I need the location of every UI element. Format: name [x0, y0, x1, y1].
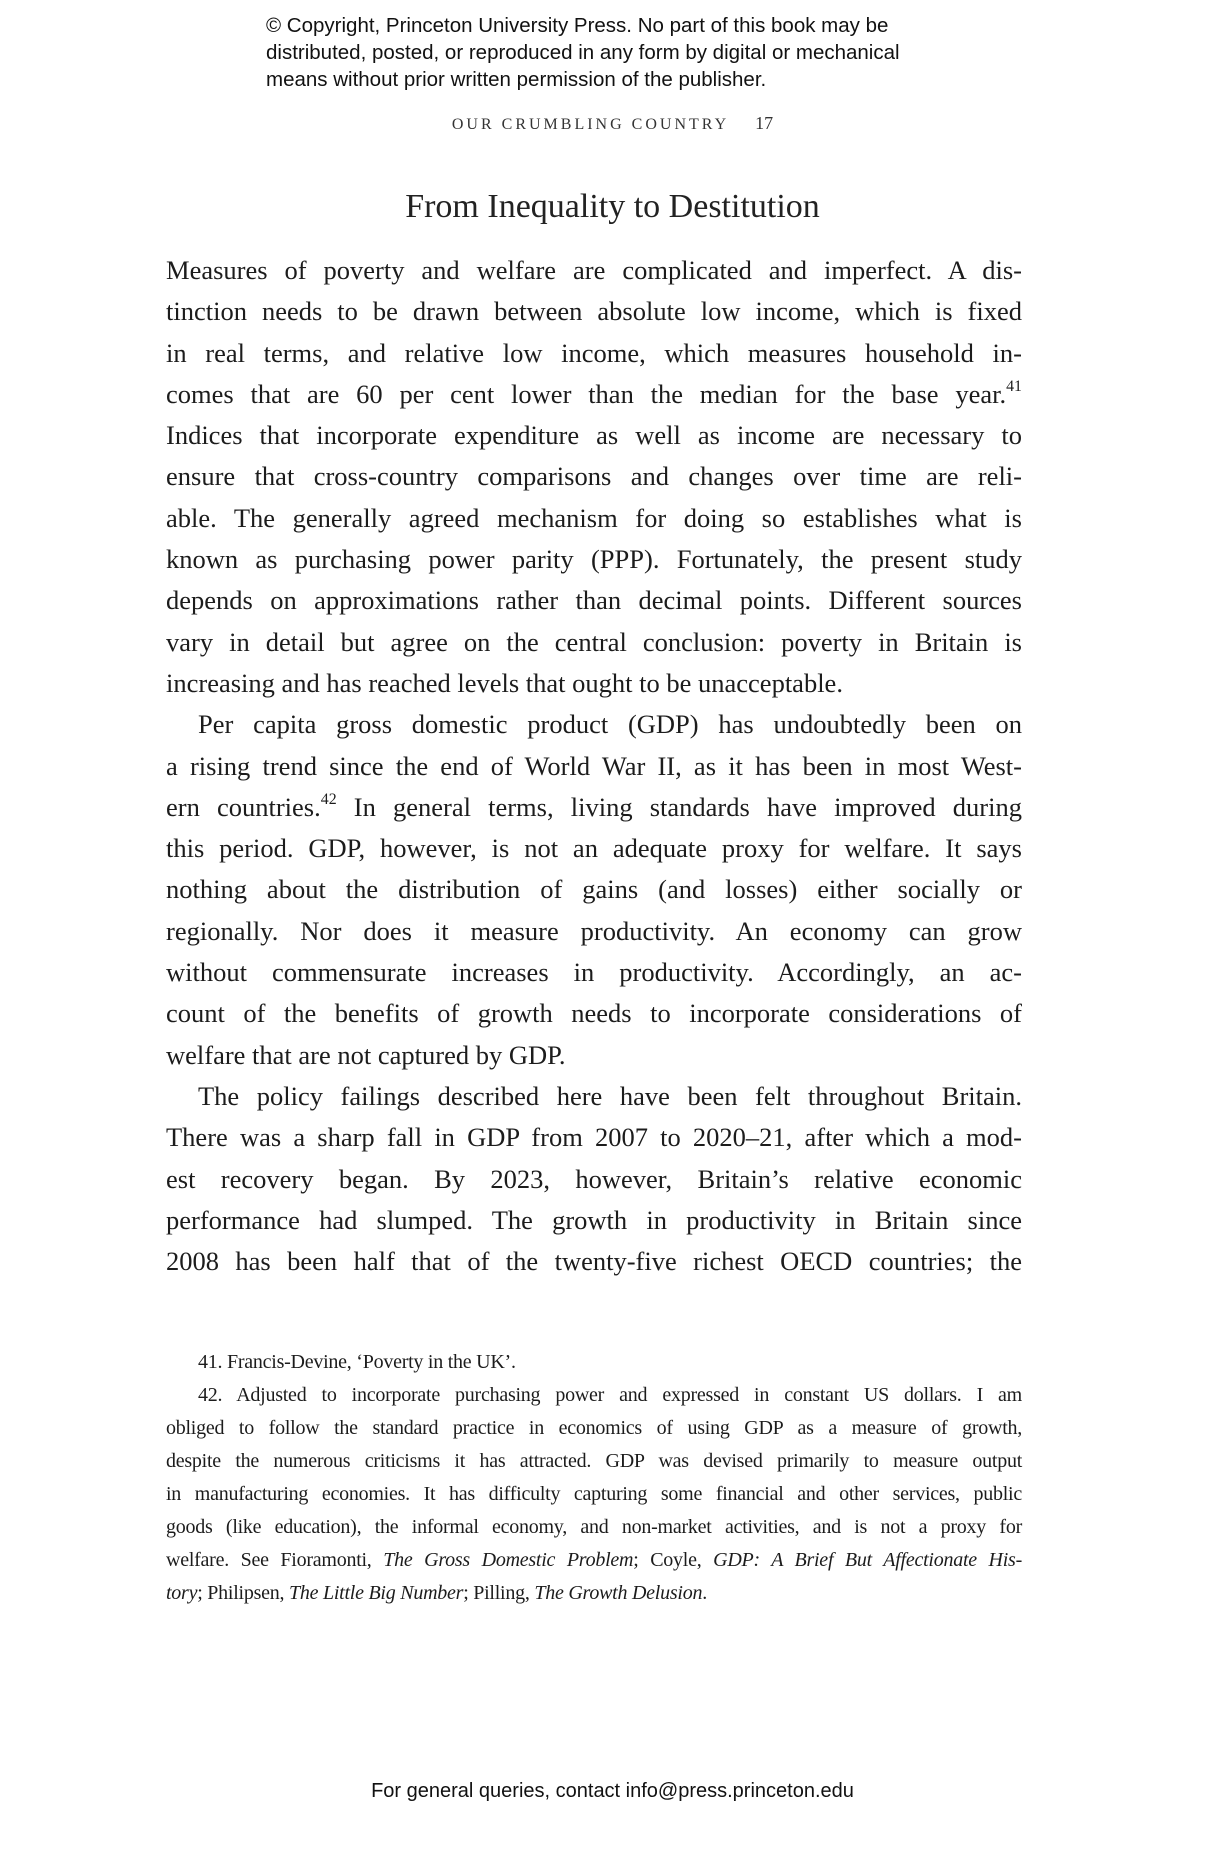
copyright-line: © Copyright, Princeton University Press. No part of this book may be	[266, 14, 889, 37]
text-line	[166, 1511, 1022, 1544]
text-segment: vary in detail but agree on the central conclusion: poverty in Britain is	[166, 626, 1022, 657]
italic-title: The Little Big Number	[288, 1582, 464, 1604]
running-head-title: OUR CRUMBLING COUNTRY	[451, 116, 730, 133]
text-line	[166, 1445, 1022, 1478]
text-segment: 42. Adjusted to incorporate purchasing power and expressed in constant US dollars. I am	[198, 1384, 1022, 1406]
text-segment: in manufacturing economies. It has difficulty capturing some financial and other services, public	[166, 1483, 1022, 1505]
text-line	[166, 787, 1022, 828]
text-line	[166, 1346, 1022, 1379]
text-line	[166, 415, 1022, 456]
text-segment: depends on approximations rather than decimal points. Different sources	[166, 585, 1022, 616]
text-segment: obliged to follow the standard practice in economics of using GDP as a measure of growth,	[166, 1417, 1022, 1439]
text-line	[166, 333, 1022, 374]
paragraph	[166, 1076, 1022, 1282]
text-segment: .	[702, 1582, 707, 1604]
paragraph	[166, 250, 1022, 704]
text-line	[166, 250, 1022, 291]
text-line	[166, 1412, 1022, 1445]
footnotes	[166, 1346, 1022, 1610]
italic-title: The Growth Delusion	[534, 1582, 703, 1604]
footnote	[166, 1379, 1022, 1610]
text-line	[166, 1379, 1022, 1412]
text-line	[166, 746, 1022, 787]
paragraph	[166, 704, 1022, 1076]
text-segment: ensure that cross-country comparisons and changes over time are reli-	[166, 461, 1022, 492]
text-segment: Per capita gross domestic product (GDP) has undoubtedly been on	[198, 709, 1022, 740]
text-segment: performance had slumped. The growth in productivity in Britain since	[166, 1204, 1022, 1235]
text-line	[166, 1035, 1022, 1076]
text-line	[166, 1117, 1022, 1158]
text-line	[166, 1577, 1022, 1610]
text-line	[166, 456, 1022, 497]
footer-contact: For general queries, contact info@press.princeton.edu	[371, 1780, 854, 1802]
text-segment: There was a sharp fall in GDP from 2007 to 2020–21, after which a mod-	[166, 1122, 1022, 1153]
text-line	[166, 1200, 1022, 1241]
text-segment: nothing about the distribution of gains (and losses) either socially or	[166, 874, 1022, 905]
text-segment: tinction needs to be drawn between absolute low income, which is fixed	[166, 296, 1022, 327]
text-line	[166, 539, 1022, 580]
copyright-line: means without prior written permission of the publisher.	[266, 68, 767, 91]
text-line	[166, 1241, 1022, 1282]
text-line	[166, 704, 1022, 745]
text-line	[166, 952, 1022, 993]
footnote-ref: 42	[320, 790, 337, 808]
text-segment: Indices that incorporate expenditure as well as income are necessary to	[166, 420, 1022, 451]
text-segment: count of the benefits of growth needs to incorporate considerations of	[166, 998, 1022, 1029]
italic-title: GDP: A Brief But Affectionate His-	[713, 1549, 1022, 1571]
text-segment: comes that are 60 per cent lower than the median for the base year.	[166, 378, 1007, 409]
text-segment: 2008 has been half that of the twenty-five richest OECD countries; the	[166, 1246, 1022, 1277]
footnote-ref: 41	[1006, 377, 1022, 395]
text-line	[166, 580, 1022, 621]
text-segment: The policy failings described here have been felt throughout Britain.	[198, 1080, 1022, 1111]
text-segment: ern countries.	[166, 791, 321, 822]
text-segment: est recovery began. By 2023, however, Britain’s relative economic	[166, 1163, 1022, 1194]
text-line	[166, 498, 1022, 539]
text-segment: In general terms, living standards have improved during	[336, 791, 1022, 822]
text-line	[166, 291, 1022, 332]
text-line	[166, 663, 1022, 704]
body-text	[166, 250, 1022, 1282]
text-segment: known as purchasing power parity (PPP). Fortunately, the present study	[166, 544, 1022, 575]
text-segment: ; Pilling,	[463, 1582, 535, 1604]
italic-title: tory	[166, 1582, 198, 1604]
text-line	[166, 828, 1022, 869]
text-line	[166, 1159, 1022, 1200]
text-segment: welfare. See Fioramonti,	[166, 1549, 384, 1571]
text-line	[166, 374, 1022, 415]
text-line	[166, 1544, 1022, 1577]
text-segment: able. The generally agreed mechanism for doing so establishes what is	[166, 502, 1022, 533]
text-segment: this period. GDP, however, is not an adequate proxy for welfare. It says	[166, 833, 1022, 864]
copyright-notice	[266, 12, 900, 93]
text-line	[166, 1076, 1022, 1117]
text-segment: increasing and has reached levels that ought to be unacceptable.	[166, 667, 843, 698]
text-segment: a rising trend since the end of World War II, as it has been in most West-	[166, 750, 1022, 781]
text-segment: regionally. Nor does it measure productivity. An economy can grow	[166, 915, 1022, 946]
text-segment: Measures of poverty and welfare are complicated and imperfect. A dis-	[166, 255, 1022, 285]
running-head	[0, 113, 1225, 134]
text-segment: despite the numerous criticisms it has attracted. GDP was devised primarily to measure output	[166, 1450, 1022, 1472]
text-segment: without commensurate increases in productivity. Accordingly, an ac-	[166, 957, 1022, 988]
text-segment: 41. Francis-Devine, ‘Poverty in the UK’.	[198, 1351, 516, 1373]
text-segment: ; Coyle,	[633, 1549, 714, 1571]
page-number: 17	[755, 113, 774, 133]
section-title: From Inequality to Destitution	[405, 188, 820, 225]
copyright-line: distributed, posted, or reproduced in any form by digital or mechanical	[266, 41, 900, 64]
text-line	[166, 869, 1022, 910]
text-line	[166, 911, 1022, 952]
text-segment: ; Philipsen,	[197, 1582, 289, 1604]
text-segment: in real terms, and relative low income, which measures household in-	[166, 337, 1022, 368]
text-segment: welfare that are not captured by GDP.	[166, 1039, 566, 1070]
text-line	[166, 993, 1022, 1034]
text-line	[166, 622, 1022, 663]
italic-title: The Gross Domestic Problem	[383, 1549, 634, 1571]
footnote	[166, 1346, 1022, 1379]
text-line	[166, 1478, 1022, 1511]
text-segment: goods (like education), the informal economy, and non-market activities, and is not a proxy for	[166, 1516, 1022, 1538]
